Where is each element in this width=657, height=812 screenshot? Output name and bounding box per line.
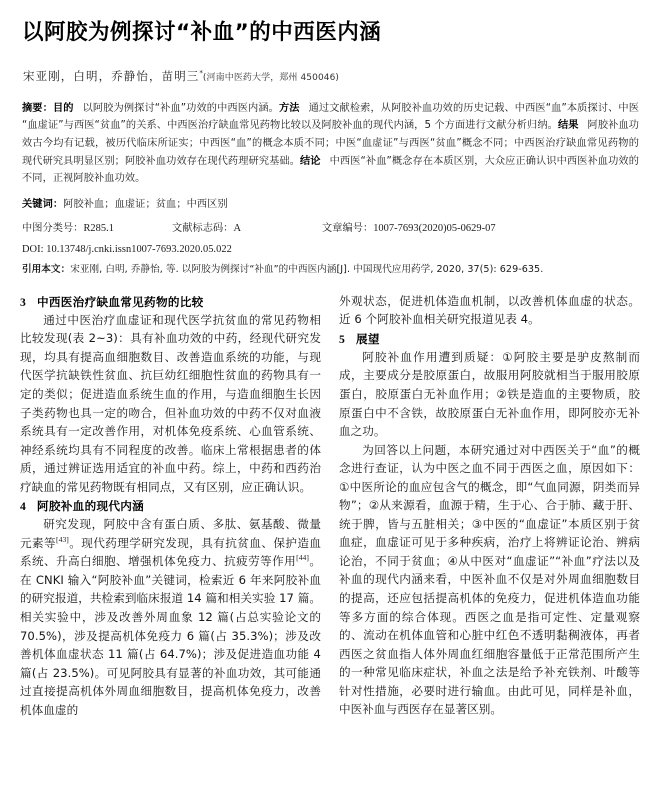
section-number-4: 4 (20, 500, 27, 514)
section-4-paragraph (20, 515, 321, 719)
metadata-row (22, 220, 639, 238)
reference-marker-44: [44] (296, 553, 309, 563)
abstract-objective-text: 以阿胶为例探讨“补血”功效的中西医内涵。 (82, 102, 279, 114)
doc-code-value: A (233, 222, 241, 234)
abstract-conclusion-label: 结论 (300, 155, 321, 167)
doi-row (22, 242, 639, 259)
doc-code-label: 文献标志码： (172, 222, 234, 234)
keywords-value: 阿胶补血；血虚证；贫血；中西区别 (63, 198, 228, 210)
doc-code-cell (172, 220, 322, 238)
abstract-results-text: 阿胶补血功效古今均有记载，被历代临床所证实；中西医“血”的概念本质不同；中医“血虚证”与西医“贫血”概念不同；中西医治疗缺血常见药物的现代研究具明显区别；阿胶补血功效存在现代药理研究基础。 (22, 120, 640, 167)
article-no-value: 1007-7693(2020)05-0629-07 (373, 222, 496, 234)
page-title: 以阿胶为例探讨“补血”的中西医内涵 (22, 20, 382, 45)
keywords-label: 关键词： (22, 198, 64, 210)
clc-value: R285.1 (83, 222, 115, 234)
citation-row (22, 262, 639, 277)
body-columns (20, 292, 639, 719)
article-no-cell (322, 220, 496, 238)
author-names: 宋亚刚，白明，乔静怡，苗明三 (23, 68, 200, 83)
abstract-results-label: 结果 (557, 120, 579, 132)
citation-label: 引用本文： (22, 264, 71, 276)
abstract-methods-label: 方法 (278, 102, 300, 114)
section-5-paragraph-1: 阿胶补血作用遭到质疑：①阿胶主要是驴皮熬制而成，主要成分是胶原蛋白，故服用阿胶就相当于服用胶原蛋白，胶原蛋白无补血作用；②铁是造血的主要物质，胶原蛋白中不含铁，故胶原蛋白无补血作用，即阿胶亦无补血之功。 (339, 349, 640, 439)
author-affiliation: (河南中医药大学，郑州 450046) (202, 72, 340, 83)
right-column (339, 292, 640, 719)
section-3-paragraph: 通过中医治疗血虚证和现代医学抗贫血的常见药物相比较发现(表 2~3)：具有补血功效的中药，经现代研究发现，均具有提高血细胞数目、改善造血系统的功能，与现代医学抗缺铁性贫血、抗巨幼红细胞性贫血的药物具有一定的类似；促进造血系统生血的作用，与造血细胞生长因子类药物也具一定的吻合，但补血功效的中药不仅对血液系统具有一定改善作用，对机体免疫系统、心血管系统、神经系统均具有不同程度的改善。临床上常根据患者的体质，通过辨证选用适宜的补血中药。综上，中药和西药治疗缺血的常见药物既有相同点，又有区别，应正确认识。 (20, 312, 321, 494)
left-column (20, 292, 321, 719)
section-title-4: 阿胶补血的现代内涵 (37, 499, 145, 514)
section-title-3: 中西医治疗缺血常见药物的比较 (37, 294, 204, 309)
author-corresponding-marker: * (199, 69, 203, 78)
article-no-label: 文章编号： (322, 222, 374, 234)
clc-label: 中图分类号： (22, 222, 84, 234)
section-heading-4 (20, 498, 321, 514)
section-heading-3 (20, 294, 321, 310)
keywords-line (22, 196, 639, 213)
abstract (22, 100, 639, 188)
section-5-paragraph-2: 为回答以上问题，本研究通过对中西医关于“血”的概念进行查证，认为中医之血不同于西医之血，原因如下：①中医所论的血应包含气的概念，即“气血同源，阴类而异物”；②从来源看，血源于精，生于心、合于肺、藏于肝、统于脾，皆与五脏相关；③中医的“血虚证”本质区别于贫血症，血虚证可见于多种疾病，治疗上将辨证论治、辨病论治，不同于贫血；④从中医对“血虚证”“补血”疗法以及补血的现代内涵来看，中医补血不仅是对外周血细胞数目的提高，还应包括提高机体的免疫力，促进机体造血功能等多方面的综合体现。西医之血是指可定性、定量观察的、流动在机体血管和心脏中红色不透明黏稠液体，再者西医之贫血指人体外周血红细胞容量低于正常范围所产生的一种常见临床症状，补血之法是给予补充铁剂、叶酸等针对性措施，必要时进行输血。由此可见，同样是补血，中医补血与西医存在显著区别。 (339, 442, 640, 717)
section-heading-5 (339, 331, 640, 347)
section-4-text-c: 。在 CNKI 输入“阿胶补血”关键词，检索近 6 年来阿胶补血的研究报道，共检索到临床报道 14 篇和相关实验 17 篇。相关实验中，涉及改善外周血象 12 篇(占总实验论文的 70.5%)，涉及提高机体免疫力 6 篇(占 35.3%)；涉及改善机体血虚状态 11 篇(占 64.7%)；涉及促进造血功能 4 篇(占 23.5%)。可见阿胶具有显著的补血功效，其可能通过直接提高机体外周血细胞数目，提高机体免疫力，改善机体血虚的 (20, 554, 321, 717)
section-number-3: 3 (20, 295, 27, 309)
section-number-5: 5 (339, 332, 346, 346)
abstract-label: 摘要： (22, 102, 53, 114)
citation-value: 宋亚刚, 白明, 乔静怡, 等. 以阿胶为例探讨“补血”的中西医内涵[J]. 中国现代应用药学, 2020, 37(5): 629-635. (70, 264, 544, 276)
clc-cell (22, 220, 172, 238)
section-4-text-b: 。现代药理学研究发现，具有抗贫血、保护造血系统、升高白细胞、增强机体免疫力、抗疲劳等作用 (20, 535, 321, 569)
abstract-objective-label: 目的 (52, 102, 74, 114)
author-line (23, 68, 639, 84)
section-4-continuation: 外观状态，促进机体造血机制，以改善机体血虚的状态。近 6 个阿胶补血相关研究报道见表 4。 (339, 293, 640, 327)
doi-value[interactable]: 10.13748/j.cnki.issn1007-7693.2020.05.022 (46, 243, 232, 255)
reference-marker-43: [43] (56, 534, 69, 544)
abstract-conclusion-text: 中西医“补血”概念存在本质区别，大众应正确认识中西医补血功效的不同，正视阿胶补血功效。 (22, 155, 639, 185)
doi-label: DOI: (22, 243, 47, 255)
abstract-methods-text: 通过文献检索，从阿胶补血功效的历史记载、中西医“血”本质探讨、中医“血虚证”与西医“贫血”的关系、中西医治疗缺血常见药物比较以及阿胶补血的现代内涵，5 个方面进行文献分析归纳。 (22, 102, 639, 132)
section-4-text-a: 研究发现，阿胶中含有蛋白质、多肽、氨基酸、微量元素等 (20, 517, 321, 550)
section-title-5: 展望 (356, 331, 380, 346)
